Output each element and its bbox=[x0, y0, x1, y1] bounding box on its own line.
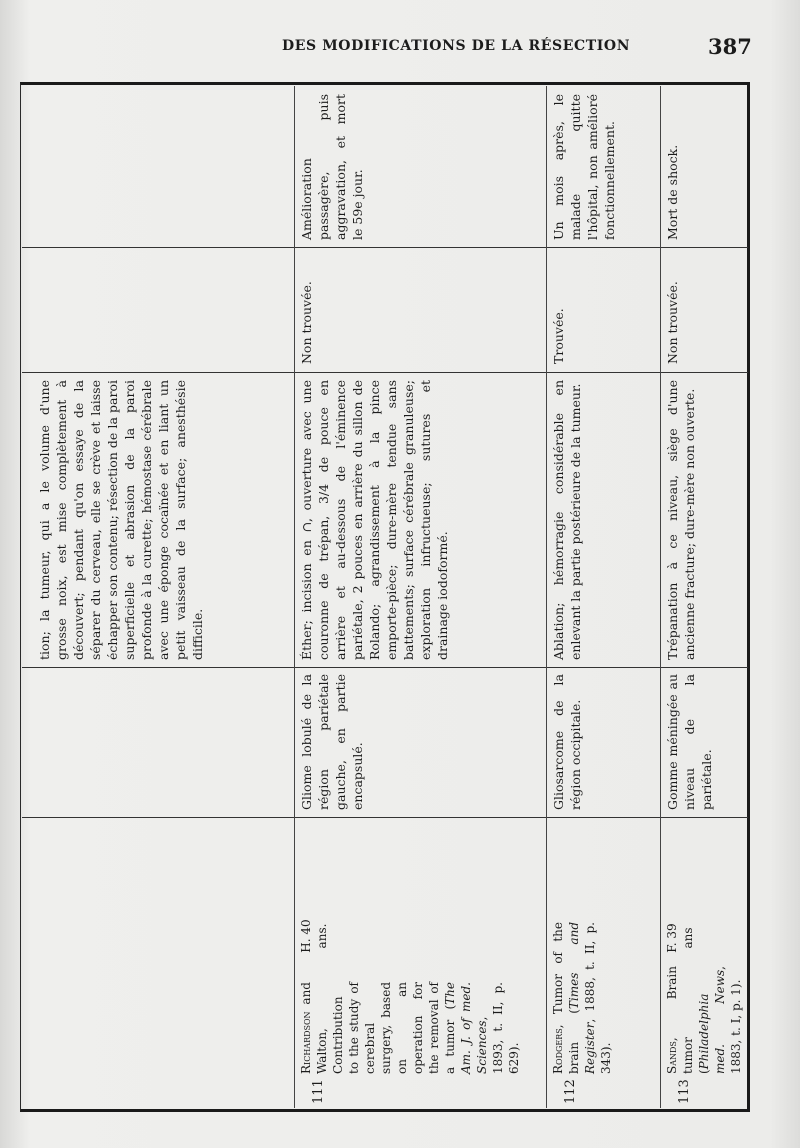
row-divider bbox=[546, 86, 547, 1108]
author-name: Richardson bbox=[299, 1011, 313, 1074]
column-divider bbox=[22, 247, 748, 248]
row-divider bbox=[660, 86, 661, 1108]
source-title: Philadelphia med. News bbox=[697, 969, 727, 1074]
continued-operation: tion; la tumeur, qui a le volume d'une grosse noix, est mise complètement à découvert; pendant qu'on essaye de la séparer du cerveau, elle se crève et laisse échapper son contenu; résection de la paroi superficielle et abrasion de la paroi profonde à la curette; hémostase cérébrale avec une éponge cocaïnée et en liant un petit vaisseau de la surface; anesthésie difficile. bbox=[37, 380, 205, 660]
author-text: and Walton, Contribution to the study of cerebral surgery, based on an operation for the removal of a tumor ( bbox=[299, 982, 457, 1074]
author-cell bbox=[550, 918, 658, 1078]
source-title: The Am. J. of med. Sciences bbox=[443, 982, 489, 1074]
source-ref: , 1883, t. I, p. 1). bbox=[713, 966, 743, 1074]
author-cell bbox=[664, 962, 744, 1078]
result-cell: Amélioration passagère, puis aggravation, et mort le 59e jour. bbox=[299, 94, 365, 240]
sex-age: H. 40 ans. bbox=[299, 919, 329, 953]
table-grid bbox=[22, 86, 748, 1108]
lesion-cell: Gliome lobulé de la région pariétale gauche, en partie encapsulé. bbox=[299, 674, 365, 810]
source-ref: , 1888, t. II, p. 343). bbox=[583, 922, 613, 1074]
author-text: , Brain tumor ( bbox=[665, 966, 711, 1074]
row-number: 111 bbox=[311, 1079, 326, 1104]
lesion-cell: Gliosarcome de la région occipitale. bbox=[551, 674, 583, 810]
tumor-found-cell: Non trouvée. bbox=[665, 281, 680, 364]
author-name: Rodgers bbox=[551, 1028, 565, 1074]
column-divider bbox=[22, 667, 748, 668]
row-number: 112 bbox=[563, 1079, 578, 1104]
result-cell: Un mois après, le malade quitte l'hôpital, non amélioré fonctionnellement. bbox=[551, 94, 617, 240]
row-divider bbox=[294, 86, 295, 1108]
author-text: , Tumor of the brain ( bbox=[551, 922, 581, 1074]
column-divider bbox=[22, 372, 748, 373]
row-number: 113 bbox=[677, 1079, 692, 1104]
operation-cell: Ablation; hémorragie considérable en enlevant la partie postérieure de la tumeur. bbox=[551, 380, 583, 660]
source-title: Times and Register bbox=[567, 922, 597, 1074]
operation-cell: Éther; incision en ∩, ouverture avec une couronne de trépan, 3/4 de pouce en arrière et au-dessous de l'éminence pariétale, 2 pouces en arrière du sillon de Rolando; agrandissement à la pince emporte-pièce; dure-mère tendue sans battements; surface cérébrale granuleuse; exploration infructueuse; sutures et drainage iodoformé. bbox=[299, 380, 450, 660]
source-ref: , 1893, t. II, p. 629). bbox=[475, 982, 521, 1074]
page-number: 387 bbox=[708, 34, 752, 59]
tumor-found-cell: Trouvée. bbox=[551, 308, 566, 364]
running-title: DES MODIFICATIONS DE LA RÉSECTION bbox=[282, 38, 631, 54]
tumor-found-cell: Non trouvée. bbox=[299, 281, 314, 364]
rotated-table bbox=[22, 86, 748, 1108]
lesion-cell: Gomme méningée au niveau de la pariétale. bbox=[665, 674, 714, 810]
sex-age: F. 39 ans bbox=[665, 923, 695, 953]
operation-cell: Trépanation à ce niveau, siège d'une ancienne fracture; dure-mère non ouverte. bbox=[665, 380, 697, 660]
column-divider bbox=[22, 817, 748, 818]
author-name: Sands bbox=[665, 1041, 679, 1074]
result-cell: Mort de shock. bbox=[665, 144, 680, 240]
running-head bbox=[0, 34, 800, 60]
author-cell bbox=[298, 978, 544, 1078]
